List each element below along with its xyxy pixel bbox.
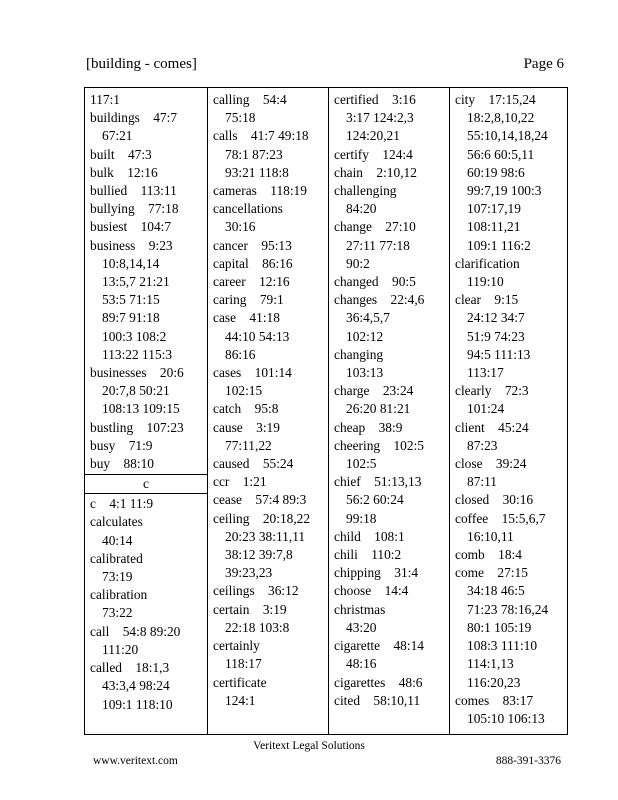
entry-term-line: comes 83:17 bbox=[455, 692, 534, 708]
index-entry bbox=[213, 400, 328, 418]
index-entry bbox=[90, 659, 207, 714]
entry-continuation-line: 77:11,22 bbox=[225, 437, 272, 453]
entry-continuation-line: 36:4,5,7 bbox=[346, 310, 390, 326]
entry-continuation-line: 73:19 bbox=[102, 569, 133, 585]
entry-term-line: catch 95:8 bbox=[213, 401, 279, 417]
index-entry bbox=[334, 164, 449, 182]
entry-term-line: choose 14:4 bbox=[334, 583, 409, 599]
entry-term-line: closed 30:16 bbox=[455, 492, 534, 508]
entry-continuation-line: 13:5,7 21:21 bbox=[102, 274, 170, 290]
index-entry bbox=[90, 586, 207, 622]
entry-continuation-line: 100:3 108:2 bbox=[102, 328, 167, 344]
index-entry bbox=[213, 674, 328, 710]
index-entry bbox=[334, 291, 449, 346]
entry-continuation-line: 39:23,23 bbox=[225, 565, 273, 581]
index-entry bbox=[90, 419, 207, 437]
index-entry bbox=[334, 218, 449, 273]
entry-continuation-line: 87:11 bbox=[467, 474, 498, 490]
index-entry bbox=[455, 546, 567, 564]
entry-term-line: buy 88:10 bbox=[90, 456, 154, 472]
index-column-3 bbox=[328, 88, 449, 734]
index-entry bbox=[213, 601, 328, 637]
entry-term-line: challenging bbox=[334, 183, 397, 199]
entry-term-line: client 45:24 bbox=[455, 419, 529, 435]
index-entry bbox=[455, 564, 567, 691]
entry-continuation-line: 111:20 bbox=[102, 641, 139, 657]
entry-continuation-line: 20:7,8 50:21 bbox=[102, 383, 170, 399]
index-entry bbox=[334, 637, 449, 673]
index-entry bbox=[334, 182, 449, 218]
entry-term-line: calls 41:7 49:18 bbox=[213, 128, 309, 144]
entry-term-line: certified 3:16 bbox=[334, 92, 416, 107]
entry-continuation-line: 51:9 74:23 bbox=[467, 328, 525, 344]
entry-continuation-line: 113:22 115:3 bbox=[102, 346, 173, 362]
index-entry bbox=[90, 455, 207, 473]
footer-phone: 888-391-3376 bbox=[495, 755, 561, 767]
entry-continuation-line: 119:10 bbox=[467, 274, 504, 290]
entry-term-line: capital 86:16 bbox=[213, 255, 293, 271]
index-entry bbox=[213, 127, 328, 182]
index-entry bbox=[213, 419, 328, 455]
entry-continuation-line: 84:20 bbox=[346, 201, 377, 217]
entry-term-line: chief 51:13,13 bbox=[334, 474, 422, 490]
entry-term-line: certainly bbox=[213, 638, 260, 654]
entry-continuation-line: 73:22 bbox=[102, 605, 133, 621]
entry-term-line: career 12:16 bbox=[213, 274, 290, 290]
index-entry bbox=[334, 419, 449, 437]
entry-continuation-line: 18:2,8,10,22 bbox=[467, 110, 535, 126]
entry-term-line: cease 57:4 89:3 bbox=[213, 492, 307, 508]
entry-continuation-line: 102:15 bbox=[225, 383, 263, 399]
index-entry bbox=[90, 495, 207, 513]
entry-term-line: comb 18:4 bbox=[455, 547, 522, 563]
index-entry bbox=[90, 550, 207, 586]
index-entry bbox=[213, 473, 328, 491]
index-entry bbox=[334, 346, 449, 382]
entry-term-line: calling 54:4 bbox=[213, 92, 287, 107]
index-entry bbox=[90, 218, 207, 236]
index-entry bbox=[90, 182, 207, 200]
entry-continuation-line: 30:16 bbox=[225, 219, 256, 235]
index-entry bbox=[334, 528, 449, 546]
index-column-4 bbox=[449, 88, 567, 734]
index-entry bbox=[334, 564, 449, 582]
entry-term-line: cigarette 48:14 bbox=[334, 638, 424, 654]
entry-continuation-line: 78:1 87:23 bbox=[225, 146, 283, 162]
index-entry bbox=[213, 291, 328, 309]
entry-continuation-line: 43:3,4 98:24 bbox=[102, 678, 170, 694]
entry-term-line: ceilings 36:12 bbox=[213, 583, 299, 599]
index-entry bbox=[213, 491, 328, 509]
index-column-2 bbox=[207, 88, 328, 734]
entry-continuation-line: 108:13 109:15 bbox=[102, 401, 180, 417]
entry-term-line: close 39:24 bbox=[455, 456, 527, 472]
entry-term-line: businesses 20:6 bbox=[90, 365, 184, 381]
entry-continuation-line: 40:14 bbox=[102, 532, 133, 548]
entry-term-line: cheering 102:5 bbox=[334, 437, 424, 453]
entry-continuation-line: 113:17 bbox=[467, 365, 504, 381]
entry-continuation-line: 26:20 81:21 bbox=[346, 401, 411, 417]
entry-term-line: changed 90:5 bbox=[334, 274, 416, 290]
entry-continuation-line: 87:23 bbox=[467, 437, 498, 453]
entry-continuation-line: 75:18 bbox=[225, 110, 256, 126]
index-entry bbox=[334, 382, 449, 418]
index-entry bbox=[455, 455, 567, 491]
index-entry bbox=[334, 674, 449, 692]
entry-term-line: changes 22:4,6 bbox=[334, 292, 425, 308]
entry-continuation-line: 105:10 106:13 bbox=[467, 710, 545, 726]
index-entry bbox=[455, 291, 567, 382]
entry-continuation-line: 108:11,21 bbox=[467, 219, 521, 235]
entry-term-line: clear 9:15 bbox=[455, 292, 519, 308]
entry-term-line: changing bbox=[334, 346, 384, 362]
index-entry bbox=[213, 237, 328, 255]
entry-continuation-line: 44:10 54:13 bbox=[225, 328, 290, 344]
entry-term-line: cancellations bbox=[213, 201, 283, 217]
entry-term-line: cheap 38:9 bbox=[334, 419, 403, 435]
entry-term-line: cameras 118:19 bbox=[213, 183, 307, 199]
entry-continuation-line: 124:20,21 bbox=[346, 128, 400, 144]
index-entry bbox=[213, 91, 328, 127]
index-entry bbox=[90, 623, 207, 659]
entry-term-line: chain 2:10,12 bbox=[334, 164, 417, 180]
entry-term-line: chili 110:2 bbox=[334, 547, 402, 563]
index-entry bbox=[90, 513, 207, 549]
entry-continuation-line: 99:18 bbox=[346, 510, 377, 526]
entry-term-line: clarification bbox=[455, 255, 520, 271]
entry-term-line: cases 101:14 bbox=[213, 365, 292, 381]
entry-continuation-line: 93:21 118:8 bbox=[225, 164, 289, 180]
index-entry bbox=[455, 491, 567, 509]
entry-continuation-line: 102:5 bbox=[346, 456, 377, 472]
entry-continuation-line: 43:20 bbox=[346, 619, 377, 635]
entry-continuation-line: 53:5 71:15 bbox=[102, 292, 160, 308]
entry-term-line: built 47:3 bbox=[90, 146, 152, 162]
entry-term-line: coffee 15:5,6,7 bbox=[455, 510, 546, 526]
index-entry bbox=[213, 200, 328, 236]
index-entry bbox=[334, 91, 449, 146]
entry-continuation-line: 71:23 78:16,24 bbox=[467, 601, 549, 617]
footer-website: www.veritext.com bbox=[93, 755, 178, 767]
index-entry bbox=[213, 455, 328, 473]
index-entry bbox=[90, 164, 207, 182]
entry-term-line: cause 3:19 bbox=[213, 419, 280, 435]
entry-term-line: case 41:18 bbox=[213, 310, 280, 326]
index-entry bbox=[213, 309, 328, 364]
entry-continuation-line: 107:17,19 bbox=[467, 201, 521, 217]
footer-company: Veritext Legal Solutions bbox=[253, 740, 365, 752]
entry-term-line: called 18:1,3 bbox=[90, 660, 170, 676]
index-entry bbox=[334, 692, 449, 710]
entry-continuation-line: 16:10,11 bbox=[467, 528, 514, 544]
entry-term-line: cancer 95:13 bbox=[213, 237, 292, 253]
entry-term-line: bullying 77:18 bbox=[90, 201, 179, 217]
entry-term-line: cited 58:10,11 bbox=[334, 692, 421, 708]
index-entry bbox=[334, 473, 449, 528]
entry-continuation-line: 101:24 bbox=[467, 401, 505, 417]
index-entry bbox=[90, 109, 207, 145]
index-range: [building - comes] bbox=[86, 56, 197, 72]
index-entry bbox=[90, 437, 207, 455]
entry-continuation-line: 20:23 38:11,11 bbox=[225, 528, 306, 544]
entry-term-line: ceiling 20:18,22 bbox=[213, 510, 311, 526]
entry-term-line: certain 3:19 bbox=[213, 601, 287, 617]
entry-term-line: cigarettes 48:6 bbox=[334, 674, 423, 690]
index-entry bbox=[334, 437, 449, 473]
index-entry bbox=[213, 637, 328, 673]
index-entry bbox=[213, 182, 328, 200]
index-entry bbox=[213, 582, 328, 600]
entry-continuation-line: 38:12 39:7,8 bbox=[225, 547, 293, 563]
entry-term-line: bullied 113:11 bbox=[90, 183, 177, 199]
section-letter: c bbox=[85, 474, 207, 494]
entry-continuation-line: 27:11 77:18 bbox=[346, 237, 410, 253]
entry-term-line: christmas bbox=[334, 601, 386, 617]
index-entry bbox=[334, 601, 449, 637]
entry-continuation-line: 118:17 bbox=[225, 656, 262, 672]
entry-continuation-line: 124:1 bbox=[225, 692, 256, 708]
index-entry bbox=[334, 582, 449, 600]
index-entry bbox=[455, 91, 567, 255]
entry-term-line: child 108:1 bbox=[334, 528, 405, 544]
index-entry bbox=[334, 546, 449, 564]
entry-term-line: city 17:15,24 bbox=[455, 92, 536, 107]
index-entry bbox=[455, 255, 567, 291]
index-entry bbox=[455, 692, 567, 728]
entry-term-line: calibration bbox=[90, 587, 148, 603]
entry-continuation-line: 55:10,14,18,24 bbox=[467, 128, 548, 144]
entry-continuation-line: 86:16 bbox=[225, 346, 256, 362]
index-entry bbox=[213, 273, 328, 291]
entry-continuation-line: 99:7,19 100:3 bbox=[467, 183, 542, 199]
entry-term-line: certificate bbox=[213, 674, 267, 690]
entry-term-line: certify 124:4 bbox=[334, 146, 413, 162]
entry-continuation-line: 94:5 111:13 bbox=[467, 346, 531, 362]
entry-continuation-line: 109:1 118:10 bbox=[102, 696, 173, 712]
entry-term-line: caused 55:24 bbox=[213, 456, 294, 472]
entry-term-line: calculates bbox=[90, 514, 143, 530]
entry-term-line: clearly 72:3 bbox=[455, 383, 529, 399]
index-entry bbox=[334, 273, 449, 291]
index-entry bbox=[213, 364, 328, 400]
entry-continuation-line: 3:17 124:2,3 bbox=[346, 110, 414, 126]
page-number: Page 6 bbox=[523, 56, 564, 72]
entry-continuation-line: 34:18 46:5 bbox=[467, 583, 525, 599]
entry-term-line: c 4:1 11:9 bbox=[90, 496, 154, 512]
index-column-1 bbox=[85, 88, 207, 734]
entry-term-line: change 27:10 bbox=[334, 219, 416, 235]
entry-continuation-line: 90:2 bbox=[346, 255, 370, 271]
entry-continuation-line: 108:3 111:10 bbox=[467, 638, 538, 654]
index-entry bbox=[455, 510, 567, 546]
entry-term-line: chipping 31:4 bbox=[334, 565, 419, 581]
entry-term-line: bulk 12:16 bbox=[90, 164, 158, 180]
index-entry bbox=[455, 419, 567, 455]
entry-continuation-line: 89:7 91:18 bbox=[102, 310, 160, 326]
entry-term-line: busiest 104:7 bbox=[90, 219, 172, 235]
entry-term-line: ccr 1:21 bbox=[213, 474, 267, 490]
entry-continuation-line: 114:1,13 bbox=[467, 656, 514, 672]
entry-continuation-line: 60:19 98:6 bbox=[467, 164, 525, 180]
index-entry bbox=[213, 255, 328, 273]
index-entry bbox=[455, 382, 567, 418]
index-entry bbox=[90, 91, 207, 109]
entry-continuation-line: 48:16 bbox=[346, 656, 377, 672]
entry-term-line: call 54:8 89:20 bbox=[90, 623, 181, 639]
entry-continuation-line: 22:18 103:8 bbox=[225, 619, 290, 635]
entry-term-line: charge 23:24 bbox=[334, 383, 414, 399]
index-entry bbox=[90, 200, 207, 218]
index-table bbox=[84, 87, 568, 735]
index-entry bbox=[90, 237, 207, 364]
index-entry bbox=[90, 364, 207, 419]
entry-term-line: business 9:23 bbox=[90, 237, 173, 253]
entry-continuation-line: 102:12 bbox=[346, 328, 384, 344]
entry-term-line: 117:1 bbox=[90, 92, 121, 107]
entry-term-line: busy 71:9 bbox=[90, 437, 153, 453]
index-entry bbox=[90, 146, 207, 164]
entry-continuation-line: 10:8,14,14 bbox=[102, 255, 160, 271]
entry-term-line: bustling 107:23 bbox=[90, 419, 184, 435]
entry-continuation-line: 80:1 105:19 bbox=[467, 619, 532, 635]
entry-continuation-line: 116:20,23 bbox=[467, 674, 521, 690]
entry-continuation-line: 103:13 bbox=[346, 365, 384, 381]
entry-continuation-line: 67:21 bbox=[102, 128, 133, 144]
entry-continuation-line: 56:6 60:5,11 bbox=[467, 146, 535, 162]
entry-term-line: buildings 47:7 bbox=[90, 110, 178, 126]
entry-term-line: calibrated bbox=[90, 550, 143, 566]
entry-continuation-line: 24:12 34:7 bbox=[467, 310, 525, 326]
entry-term-line: come 27:15 bbox=[455, 565, 528, 581]
entry-term-line: caring 79:1 bbox=[213, 292, 284, 308]
index-entry bbox=[213, 510, 328, 583]
index-entry bbox=[334, 146, 449, 164]
entry-continuation-line: 109:1 116:2 bbox=[467, 237, 531, 253]
entry-continuation-line: 56:2 60:24 bbox=[346, 492, 404, 508]
